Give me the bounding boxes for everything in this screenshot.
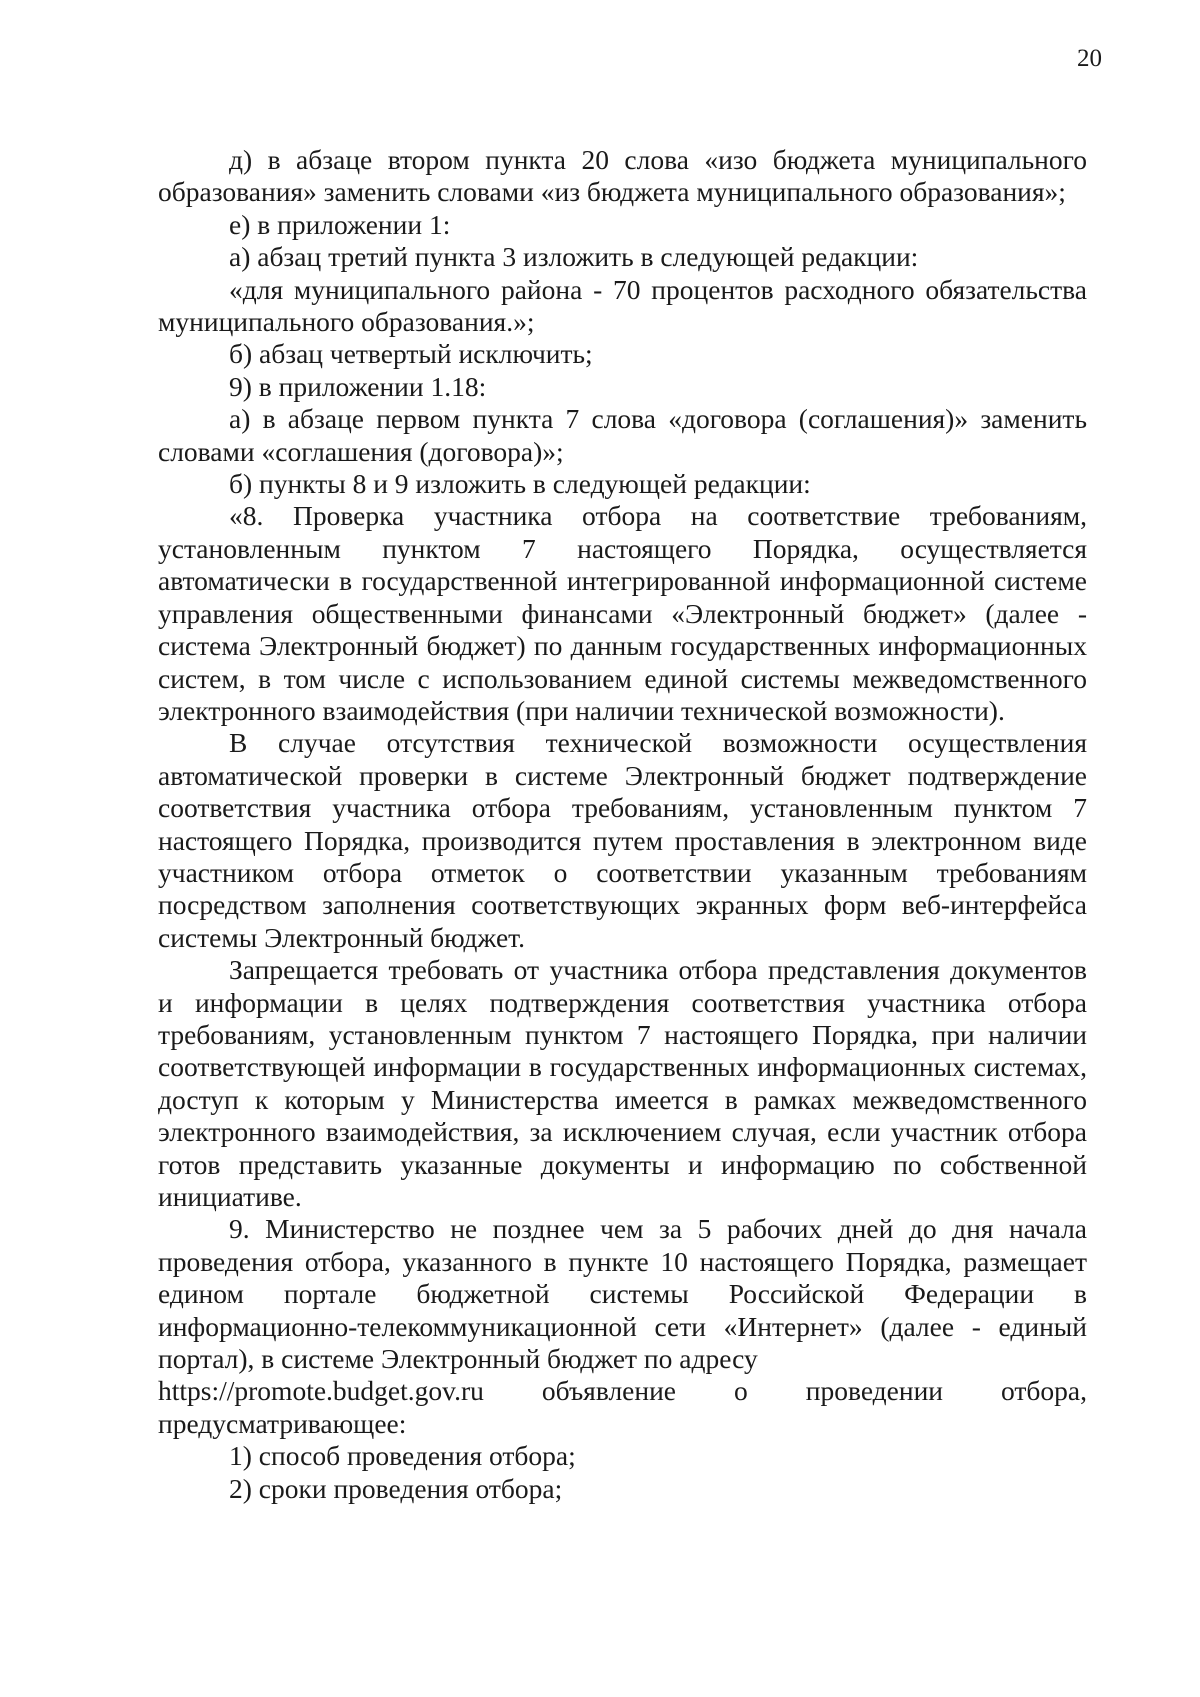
paragraph-point-9-url-line: https://promote.budget.gov.ru объявление о проведении отбора, xyxy=(158,1375,1087,1407)
paragraph-prohibition: Запрещается требовать от участника отбора представления документов и информации в целях подтверждения соответствия участника отбора требованиям, установленным пунктом 7 настоящего Порядка, при наличии соответствующей информации в государственных информационных системах, доступ к которым у Министерства имеется в рамках межведомственного электронного взаимодействия, за исключением случая, если участник отбора готов представить указанные документы и информацию по собственной инициативе. xyxy=(158,954,1087,1212)
list-item-1: 1) способ проведения отбора; xyxy=(229,1440,576,1472)
paragraph-amendment-e: е) в приложении 1: xyxy=(229,208,451,240)
page-number: 20 xyxy=(1077,45,1102,72)
paragraph-item-a-point-3: а) абзац третий пункта 3 изложить в следующей редакции: xyxy=(229,241,919,273)
paragraph-point-9-tail: предусматривающее: xyxy=(158,1407,407,1439)
paragraph-quoted-district: «для муниципального района - 70 процентов расходного обязательства муниципального образования.»; xyxy=(158,273,1087,338)
paragraph-item-a-point-7: а) в абзаце первом пункта 7 слова «договора (соглашения)» заменить словами «соглашения (договора)»; xyxy=(158,403,1087,467)
list-item-2: 2) сроки проведения отбора; xyxy=(229,1472,563,1504)
paragraph-item-b-exclude: б) абзац четвертый исключить; xyxy=(229,338,593,370)
paragraph-point-9: 9. Министерство не позднее чем за 5 рабочих дней до дня начала проведения отбора, указанного в пункте 10 настоящего Порядка, размещает едином портале бюджетной системы Российской Федерации в информационно-телекоммуникационной сети «Интернет» (далее - единый портал), в системе Электронный бюджет по адресу xyxy=(158,1213,1087,1375)
paragraph-amendment-9: 9) в приложении 1.18: xyxy=(229,370,487,402)
paragraph-point-8: «8. Проверка участника отбора на соответствие требованиям, установленным пунктом 7 настоящего Порядка, осуществляется автоматически в государственной интегрированной информационной системе управления общественными финансами «Электронный бюджет» (далее - система Электронный бюджет) по данным государственных информационных систем, в том числе с использованием единой системы межведомственного электронного взаимодействия (при наличии технической возможности). xyxy=(158,500,1087,726)
paragraph-no-technical-possibility: В случае отсутствия технической возможности осуществления автоматической проверки в системе Электронный бюджет подтверждение соответствия участника отбора требованиям, установленным пунктом 7 настоящего Порядка, производится путем проставления в электронном виде участником отбора отметок о соответствии указанным требованиям посредством заполнения соответствующих экранных форм веб-интерфейса системы Электронный бюджет. xyxy=(158,727,1087,953)
document-body xyxy=(158,144,1087,1505)
paragraph-amendment-d: д) в абзаце втором пункта 20 слова «изо бюджета муниципального образования» заменить словами «из бюджета муниципального образования»; xyxy=(158,144,1087,208)
paragraph-item-b-points-8-9: б) пункты 8 и 9 изложить в следующей редакции: xyxy=(229,468,811,500)
